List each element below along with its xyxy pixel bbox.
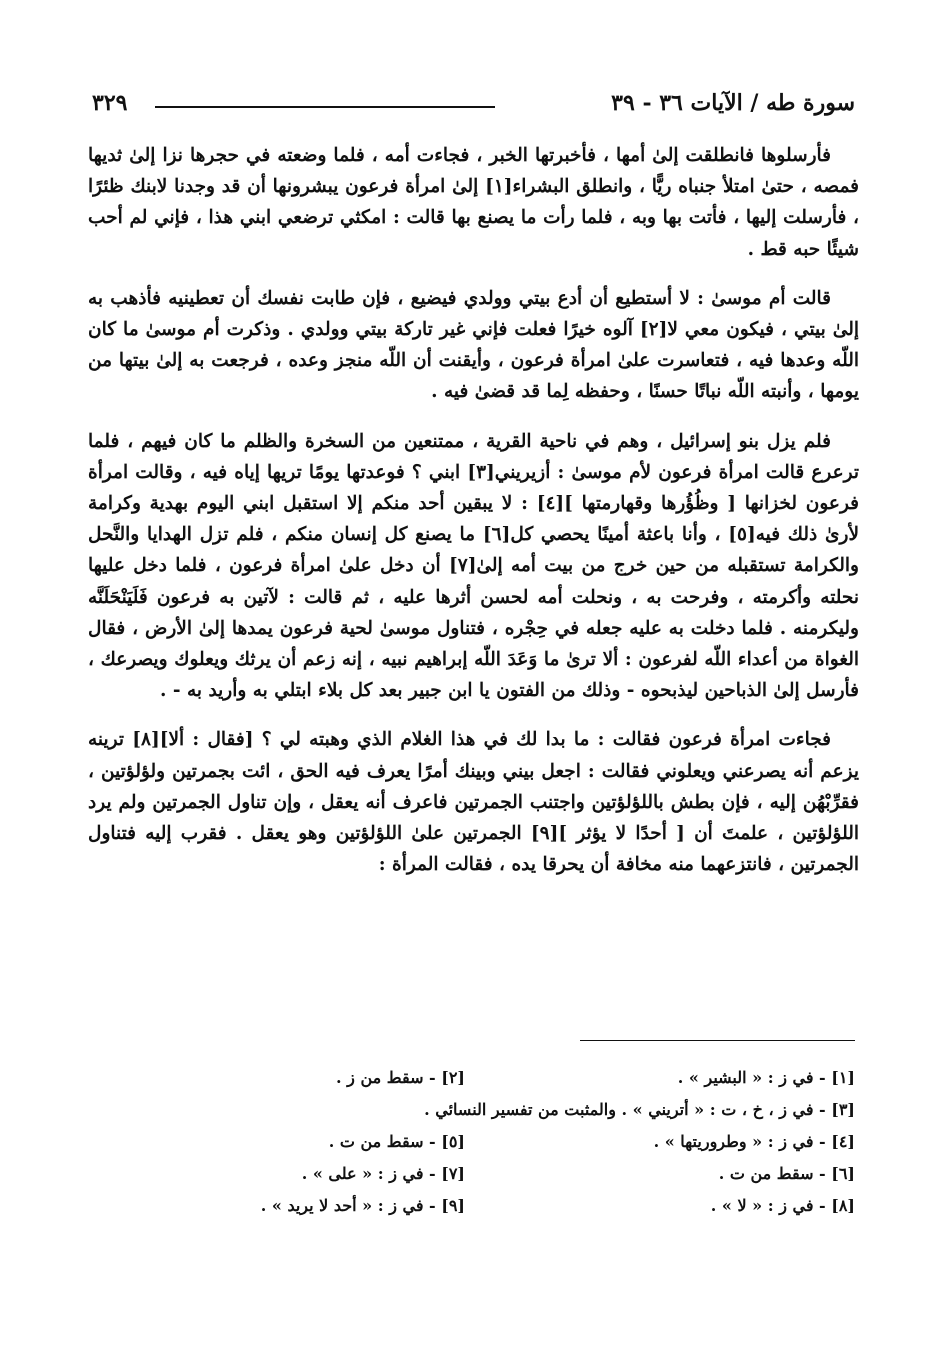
- surah-verses-title: سورة طه / الآيات ٣٦ - ٣٩: [611, 90, 855, 116]
- footnote-4: [٤] - في ز : « وطروريتها » .: [653, 1132, 855, 1151]
- main-text: [88, 140, 859, 880]
- page-number: ٣٢٩: [92, 90, 128, 116]
- footnote-3: [٣] - في ز ، خ ، ت : « أتريني » . والمثبت من تفسير النسائي .: [424, 1100, 855, 1119]
- footnote-1: [١] - في ز : « البشير » .: [677, 1068, 855, 1087]
- footnote-row: [150, 1158, 855, 1190]
- paragraph-3: فلم يزل بنو إسرائيل ، وهم في ناحية القرية ، ممتنعين من السخرة والظلم ما كان فيهم ، فلما ترعرع قالت امرأة فرعون لأم موسىٰ : أزيريني[٣] ابني ؟ فوعدتها يومًا تريها إياه فيه ، وقالت امرأة فرعون لخزانها [ وظُؤُرها وقهارمتها ][٤] : لا يبقين أحد منكم إلا استقبل ابني اليوم بهدية وكرامة لأرىٰ ذلك فيه[٥] ، وأنا باعثة أمينًا يحصي كل[٦] ما يصنع كل إنسان منكم ، فلم تزل الهدايا والنَّحل والكرامة تستقبله من حين خرج من بيت أمه إلىٰ[٧] أن دخل علىٰ امرأة فرعون ، فلما دخل عليها نحلته وأكرمته ، وفرحت به ، ونحلت أمه لحسن أثرها عليه ، ثم قالت : لآتين به فرعون فَلَيَنْحَلَنَّه وليكرمنه . فلما دخلت به عليه جعله في حِجْره ، فتناول موسىٰ لحية فرعون يمدها إلىٰ الأرض ، فقال الغواة من أعداء اللّه لفرعون : ألا ترىٰ ما وَعَدَ اللّه إبراهيم نبيه ، إنه زعم أن يرثك ويعلوك ويصرعك ، فأرسل إلىٰ الذباحين ليذبحوه - وذلك من الفتون يا ابن جبير بعد كل بلاء ابتلي به وأريد به - .: [88, 430, 860, 702]
- paragraph-1: فأرسلوها فانطلقت إلىٰ أمها ، فأخبرتها الخبر ، فجاءت أمه ، فلما وضعته في حجرها نزا إلىٰ ثديها فمصه ، حتىٰ امتلأ جنباه ريًّا ، وانطلق البشراء[١] إلىٰ امرأة فرعون يبشرونها أن قد وجدنا لابنك ظئرًا ، فأرسلت إليها ، فأتت بها وبه ، فلما رأت ما يصنع بها قالت : امكثي ترضعي ابني هذا ، فإني لم أحب شيئًا حبه قط .: [88, 145, 859, 260]
- page-header: [92, 80, 855, 116]
- footnote-9: [٩] - في ز : « أحد لا يريد » .: [260, 1196, 465, 1215]
- footnote-row: [150, 1062, 855, 1094]
- footnote-7: [٧] - في ز : « على » .: [301, 1164, 465, 1183]
- footnote-row: [150, 1190, 855, 1222]
- footnote-5: [٥] - سقط من ت .: [328, 1132, 465, 1151]
- footnotes: [150, 1062, 855, 1222]
- paragraph-4: فجاءت امرأة فرعون فقالت : ما بدا لك في هذا الغلام الذي وهبته لي ؟ [فقال : ألا][٨] ترينه يزعم أنه يصرعني ويعلوني فقالت : اجعل بيني وبينك أمرًا يعرف فيه الحق ، ائت بجمرتين ولؤلؤتين ، فقرِّبْهُن إليه ، فإن بطش باللؤلؤتين واجتنب الجمرتين فاعرف أنه يعقل ، وإن تناول الجمرتين ولم يرد اللؤلؤتين ، علمتَ أن [ أحدًا لا يؤثر ][٩] الجمرتين علىٰ اللؤلؤتين وهو يعقل . فقرب إليه فتناول الجمرتين ، فانتزعهما منه مخافة أن يحرقا يده ، فقالت المرأة :: [88, 729, 859, 876]
- footnote-2: [٢] - سقط من ز .: [336, 1068, 465, 1087]
- footnote-row: [150, 1126, 855, 1158]
- header-rule: [155, 106, 495, 108]
- footnote-6: [٦] - سقط من ت .: [718, 1164, 855, 1183]
- paragraph-2: قالت أم موسىٰ : لا أستطيع أن أدع بيتي وولدي فيضيع ، فإن طابت نفسك أن تعطينيه فأذهب به إلىٰ بيتي ، فيكون معي لا[٢] آلوه خيرًا فعلت فإني غير تاركة بيتي وولدي . وذكرت أم موسىٰ ما كان اللّه وعدها فيه ، فتعاسرت علىٰ امرأة فرعون ، وأيقنت أن اللّه منجز وعده ، فرجعت به إلىٰ بيتها من يومها ، وأنبته اللّه نباتًا حسنًا ، وحفظه لِما قد قضىٰ فيه .: [88, 287, 859, 403]
- footnote-row: [150, 1094, 855, 1126]
- footnote-8: [٨] - في ز : « لا » .: [710, 1196, 855, 1215]
- footnote-rule: [580, 1040, 855, 1041]
